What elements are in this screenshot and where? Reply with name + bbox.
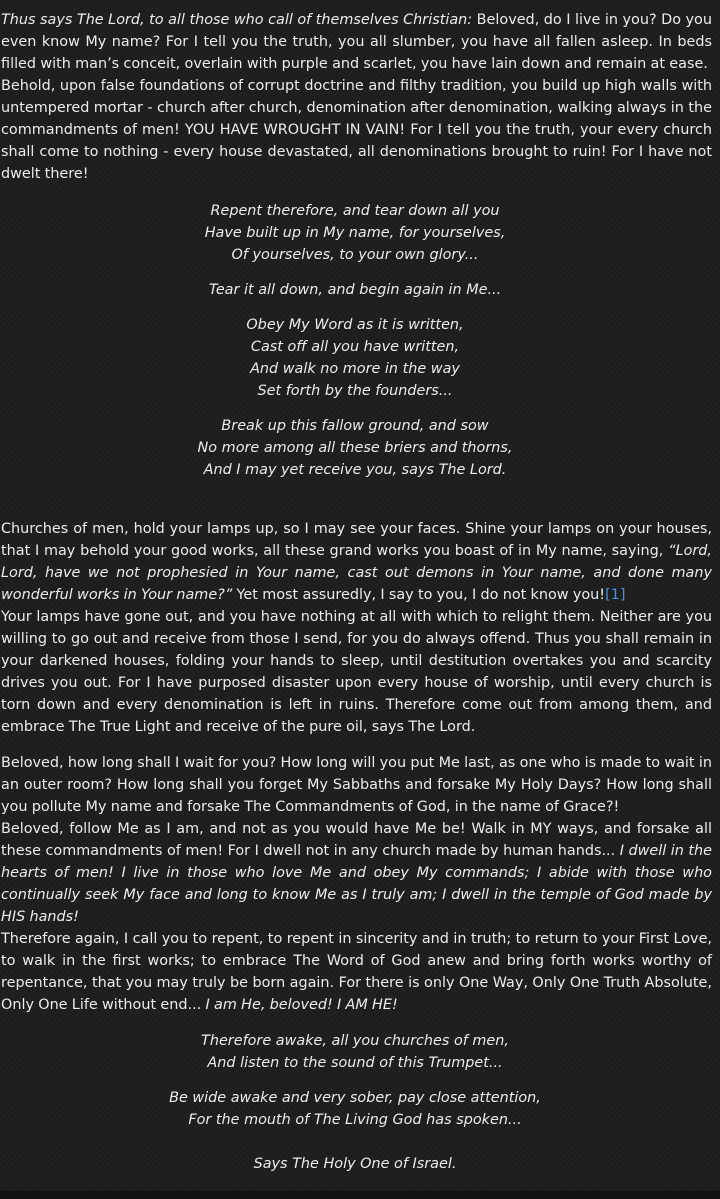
lamps-paragraph (0, 518, 712, 606)
poem-line: No more among all these briers and thorns, (197, 440, 513, 456)
poem-line: And walk no more in the way (250, 361, 460, 377)
lamps-text-end: Yet most assuredly, I say to you, I do not know you! (232, 587, 606, 603)
intro-paragraph (0, 9, 712, 75)
intro-section (0, 9, 712, 185)
lamps-quote: “Lord, Lord, have we not prophesied in Your name, cast out demons in Your name, and done many wonderful works in Your name?” (1, 543, 712, 603)
poem-line: Tear it all down, and begin again in Me... (208, 282, 502, 298)
poem-stanza (0, 415, 710, 481)
poem-stanza (0, 1087, 710, 1131)
bottom-bar (0, 1191, 720, 1199)
beloved-section (0, 752, 712, 1016)
follow-me-italic: I dwell in the hearts of men! I live in those who love Me and obey My commands; I abide with those who continually seek My face and long to know Me as I truly am; I dwell in the temple of God made by HIS hands! (1, 843, 712, 925)
poem-line: And I may yet receive you, says The Lord. (203, 462, 507, 478)
poem-line: Have built up in My name, for yourselves, (204, 225, 506, 241)
poem-line: And listen to the sound of this Trumpet... (207, 1055, 503, 1071)
follow-me-text: Beloved, follow Me as I am, and not as you would have Me be! Walk in MY ways, and forsake all these commandments of men! For I dwell not in any church made by human hands... (1, 821, 712, 859)
poem-stanza (0, 200, 710, 266)
follow-me-paragraph (0, 818, 712, 928)
behold-paragraph: Behold, upon false foundations of corrupt doctrine and filthy tradition, you build up high walls with untempered mortar - church after church, denomination after denomination, walking always in the commandments of men! YOU HAVE WROUGHT IN VAIN! For I tell you the truth, your every church shall come to nothing - every house devastated, all denominations brought to ruin! For I have not dwelt there! (1, 78, 712, 182)
poem-stanza (0, 279, 710, 301)
repent-again-paragraph (0, 928, 712, 1016)
poem-line: Of yourselves, to your own glory... (231, 247, 479, 263)
how-long-paragraph: Beloved, how long shall I wait for you? How long will you put Me last, as one who is made to wait in an outer room? How long shall you forget My Sabbaths and forsake My Holy Days? How long shall you pollute My name and forsake The Commandments of God, in the name of Grace?! (1, 755, 712, 815)
lamps-text: Churches of men, hold your lamps up, so I may see your faces. Shine your lamps on your houses, that I may behold your good works, all these grand works you boast of in My name, saying, (1, 521, 712, 559)
poem-line: Set forth by the founders... (257, 383, 453, 399)
poem-line: Be wide awake and very sober, pay close attention, (169, 1090, 541, 1106)
repent-again-text: Therefore again, I call you to repent, to repent in sincerity and in truth; to return to your First Love, to walk in the first works; to embrace The Word of God anew and bring forth works worthy of repentance, that you may truly be born again. For there is only One Way, Only One Truth Absolute, Only One Life without end... (1, 931, 712, 1013)
poem-repent (0, 200, 710, 481)
poem-line: For the mouth of The Living God has spoken... (188, 1112, 522, 1128)
poem-stanza (0, 1030, 710, 1074)
poem-line: Obey My Word as it is written, (246, 317, 464, 333)
i-am-he-italic: I am He, beloved! I AM HE! (205, 997, 398, 1013)
lamps-out-paragraph: Your lamps have gone out, and you have nothing at all with which to relight them. Neither are you willing to go out and receive from those I send, for you do always offend. Thus you shall remain in your darkened houses, folding your hands to sleep, until destitution overtakes you and scarcity drives you out. For I have purposed disaster upon every house of worship, until every church is torn down and every denomination is left in ruins. Therefore come out from among them, and embrace The True Light and receive of the pure oil, says The Lord. (1, 609, 712, 735)
poem-stanza (0, 314, 710, 402)
poem-closing: Says The Holy One of Israel. (253, 1156, 457, 1172)
intro-lead: Thus says The Lord, to all those who call of themselves Christian: (1, 12, 473, 28)
footnote-link[interactable]: [1] (605, 587, 626, 603)
poem-line: Break up this fallow ground, and sow (221, 418, 489, 434)
poem-line: Repent therefore, and tear down all you (210, 203, 500, 219)
poem-line: Cast off all you have written, (250, 339, 460, 355)
intro-text: Beloved, do I live in you? Do you even know My name? For I tell you the truth, you all slumber, you have all fallen asleep. In beds filled with man’s conceit, overlain with purple and scarlet, you have lain down and remain at ease. (1, 12, 712, 72)
lamps-section (0, 518, 712, 738)
poem-awake (0, 1030, 710, 1175)
poem-line: Therefore awake, all you churches of men, (201, 1033, 509, 1049)
